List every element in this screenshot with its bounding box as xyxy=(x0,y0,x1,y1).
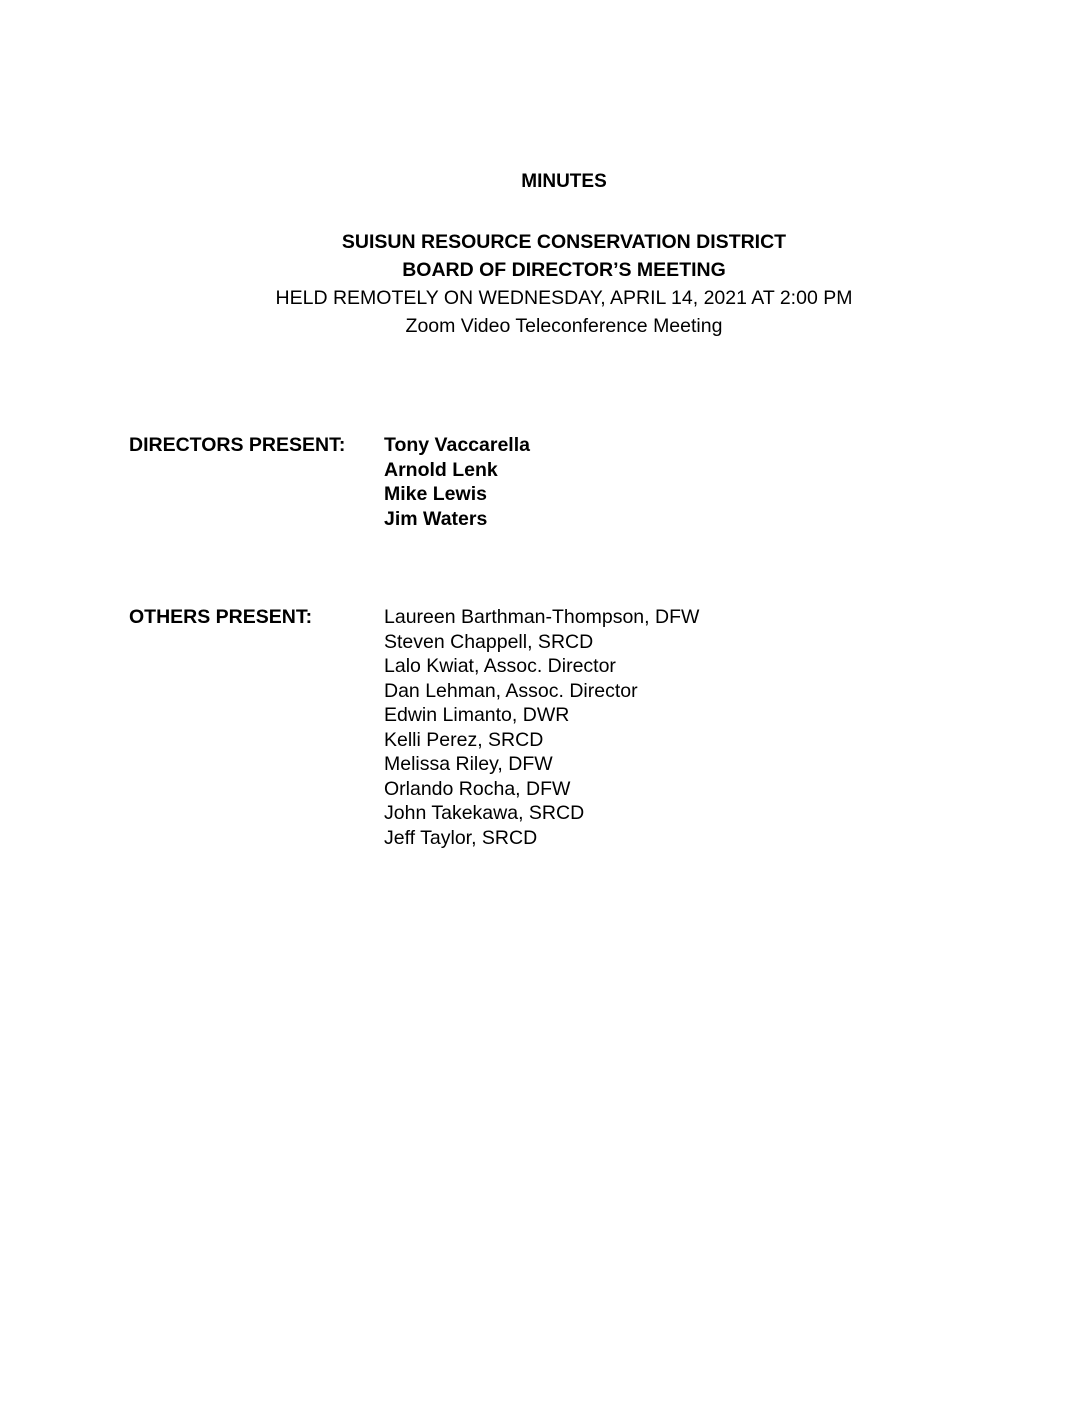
attendee-name: Dan Lehman, Assoc. Director xyxy=(384,679,638,702)
meeting-name: BOARD OF DIRECTOR’S MEETING xyxy=(402,259,726,281)
director-name: Jim Waters xyxy=(384,507,488,530)
directors-present-label: DIRECTORS PRESENT: xyxy=(129,434,346,456)
director-name: Mike Lewis xyxy=(384,483,487,505)
attendee-name: Lalo Kwiat, Assoc. Director xyxy=(384,655,616,677)
attendee-name: Edwin Limanto, DWR xyxy=(384,704,570,726)
attendee-name: Kelli Perez, SRCD xyxy=(384,728,544,751)
meeting-format: Zoom Video Teleconference Meeting xyxy=(405,315,723,337)
attendee-name: Orlando Rocha, DFW xyxy=(384,777,571,800)
document-title: MINUTES xyxy=(521,171,607,192)
attendee-name: John Takekawa, SRCD xyxy=(384,802,585,824)
others-present-list xyxy=(384,605,699,850)
meeting-date-time: HELD REMOTELY ON WEDNESDAY, APRIL 14, 2021 AT 2:00 PM xyxy=(275,287,853,309)
attendee-name: Melissa Riley, DFW xyxy=(384,753,553,775)
director-name: Tony Vaccarella xyxy=(384,434,530,456)
meeting-header xyxy=(0,228,1088,340)
attendee-name: Laureen Barthman-Thompson, DFW xyxy=(384,606,700,628)
director-name: Arnold Lenk xyxy=(384,458,498,481)
organization-name: SUISUN RESOURCE CONSERVATION DISTRICT xyxy=(341,231,787,253)
attendee-name: Steven Chappell, SRCD xyxy=(384,630,594,653)
others-present-label: OTHERS PRESENT: xyxy=(129,606,313,628)
directors-present-list xyxy=(384,433,530,531)
attendee-name: Jeff Taylor, SRCD xyxy=(384,826,538,849)
